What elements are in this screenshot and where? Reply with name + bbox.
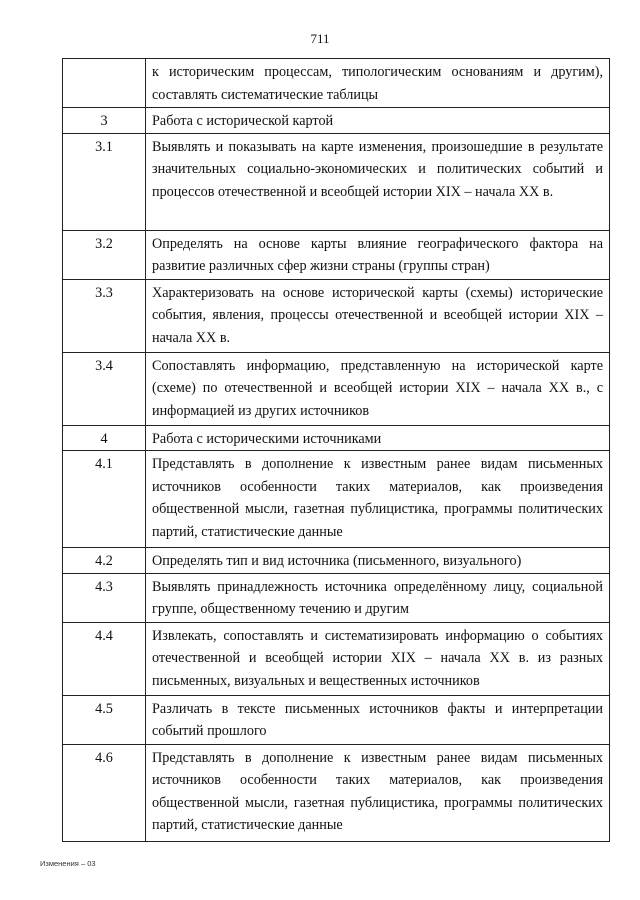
row-number: 4.4 xyxy=(63,622,146,695)
row-text: Извлекать, сопоставлять и систематизировать информацию о событиях отечественной и всеобщей истории XIX – начала XX в. из разных письменных, визуальных и вещественных источников xyxy=(146,622,610,695)
table-row xyxy=(63,352,610,425)
table-body xyxy=(63,59,610,842)
table-row xyxy=(63,744,610,841)
row-number: 4.5 xyxy=(63,695,146,744)
row-number: 4.1 xyxy=(63,451,146,548)
requirements-table xyxy=(62,58,610,842)
row-text: Выявлять принадлежность источника определённому лицу, социальной группе, общественному течению и другим xyxy=(146,573,610,622)
row-number xyxy=(63,59,146,108)
row-text: Сопоставлять информацию, представленную на исторической карте (схеме) по отечественной и всеобщей истории XIX – начала XX в., с информацией из других источников xyxy=(146,352,610,425)
revision-footer: Изменения – 03 xyxy=(40,859,96,868)
table-row xyxy=(63,230,610,279)
table-row xyxy=(63,622,610,695)
table-row xyxy=(63,108,610,134)
table-row xyxy=(63,425,610,451)
row-number: 4.6 xyxy=(63,744,146,841)
row-text: Работа с историческими источниками xyxy=(146,425,610,451)
row-text: Характеризовать на основе исторической карты (схемы) исторические события, явления, процессы отечественной и всеобщей истории XIX – начала XX в. xyxy=(146,279,610,352)
row-text: Определять тип и вид источника (письменного, визуального) xyxy=(146,548,610,574)
row-text: Различать в тексте письменных источников факты и интерпретации событий прошлого xyxy=(146,695,610,744)
table-row xyxy=(63,451,610,548)
table-row xyxy=(63,548,610,574)
row-number: 4 xyxy=(63,425,146,451)
row-number: 3.3 xyxy=(63,279,146,352)
row-text: к историческим процессам, типологическим основаниям и другим), составлять систематические таблицы xyxy=(146,59,610,108)
row-text: Работа с исторической картой xyxy=(146,108,610,134)
row-text: Представлять в дополнение к известным ранее видам письменных источников особенности таких материалов, как произведения общественной мысли, газетная публицистика, программы политических партий, статистические данные xyxy=(146,744,610,841)
table-row xyxy=(63,695,610,744)
row-text: Выявлять и показывать на карте изменения, произошедшие в результате значительных социально-экономических и политических событий и процессов отечественной и всеобщей истории XIX – начала XX в. xyxy=(146,133,610,230)
row-number: 3.1 xyxy=(63,133,146,230)
table-row xyxy=(63,59,610,108)
table-row xyxy=(63,133,610,230)
row-number: 3.4 xyxy=(63,352,146,425)
page-number: 711 xyxy=(310,31,330,46)
row-text: Определять на основе карты влияние географического фактора на развитие различных сфер жизни страны (группы стран) xyxy=(146,230,610,279)
table-row xyxy=(63,279,610,352)
row-number: 3.2 xyxy=(63,230,146,279)
row-number: 4.2 xyxy=(63,548,146,574)
row-number: 3 xyxy=(63,108,146,134)
row-number: 4.3 xyxy=(63,573,146,622)
table-row xyxy=(63,573,610,622)
row-text: Представлять в дополнение к известным ранее видам письменных источников особенности таких материалов, как произведения общественной мысли, газетная публицистика, программы политических партий, статистические данные xyxy=(146,451,610,548)
